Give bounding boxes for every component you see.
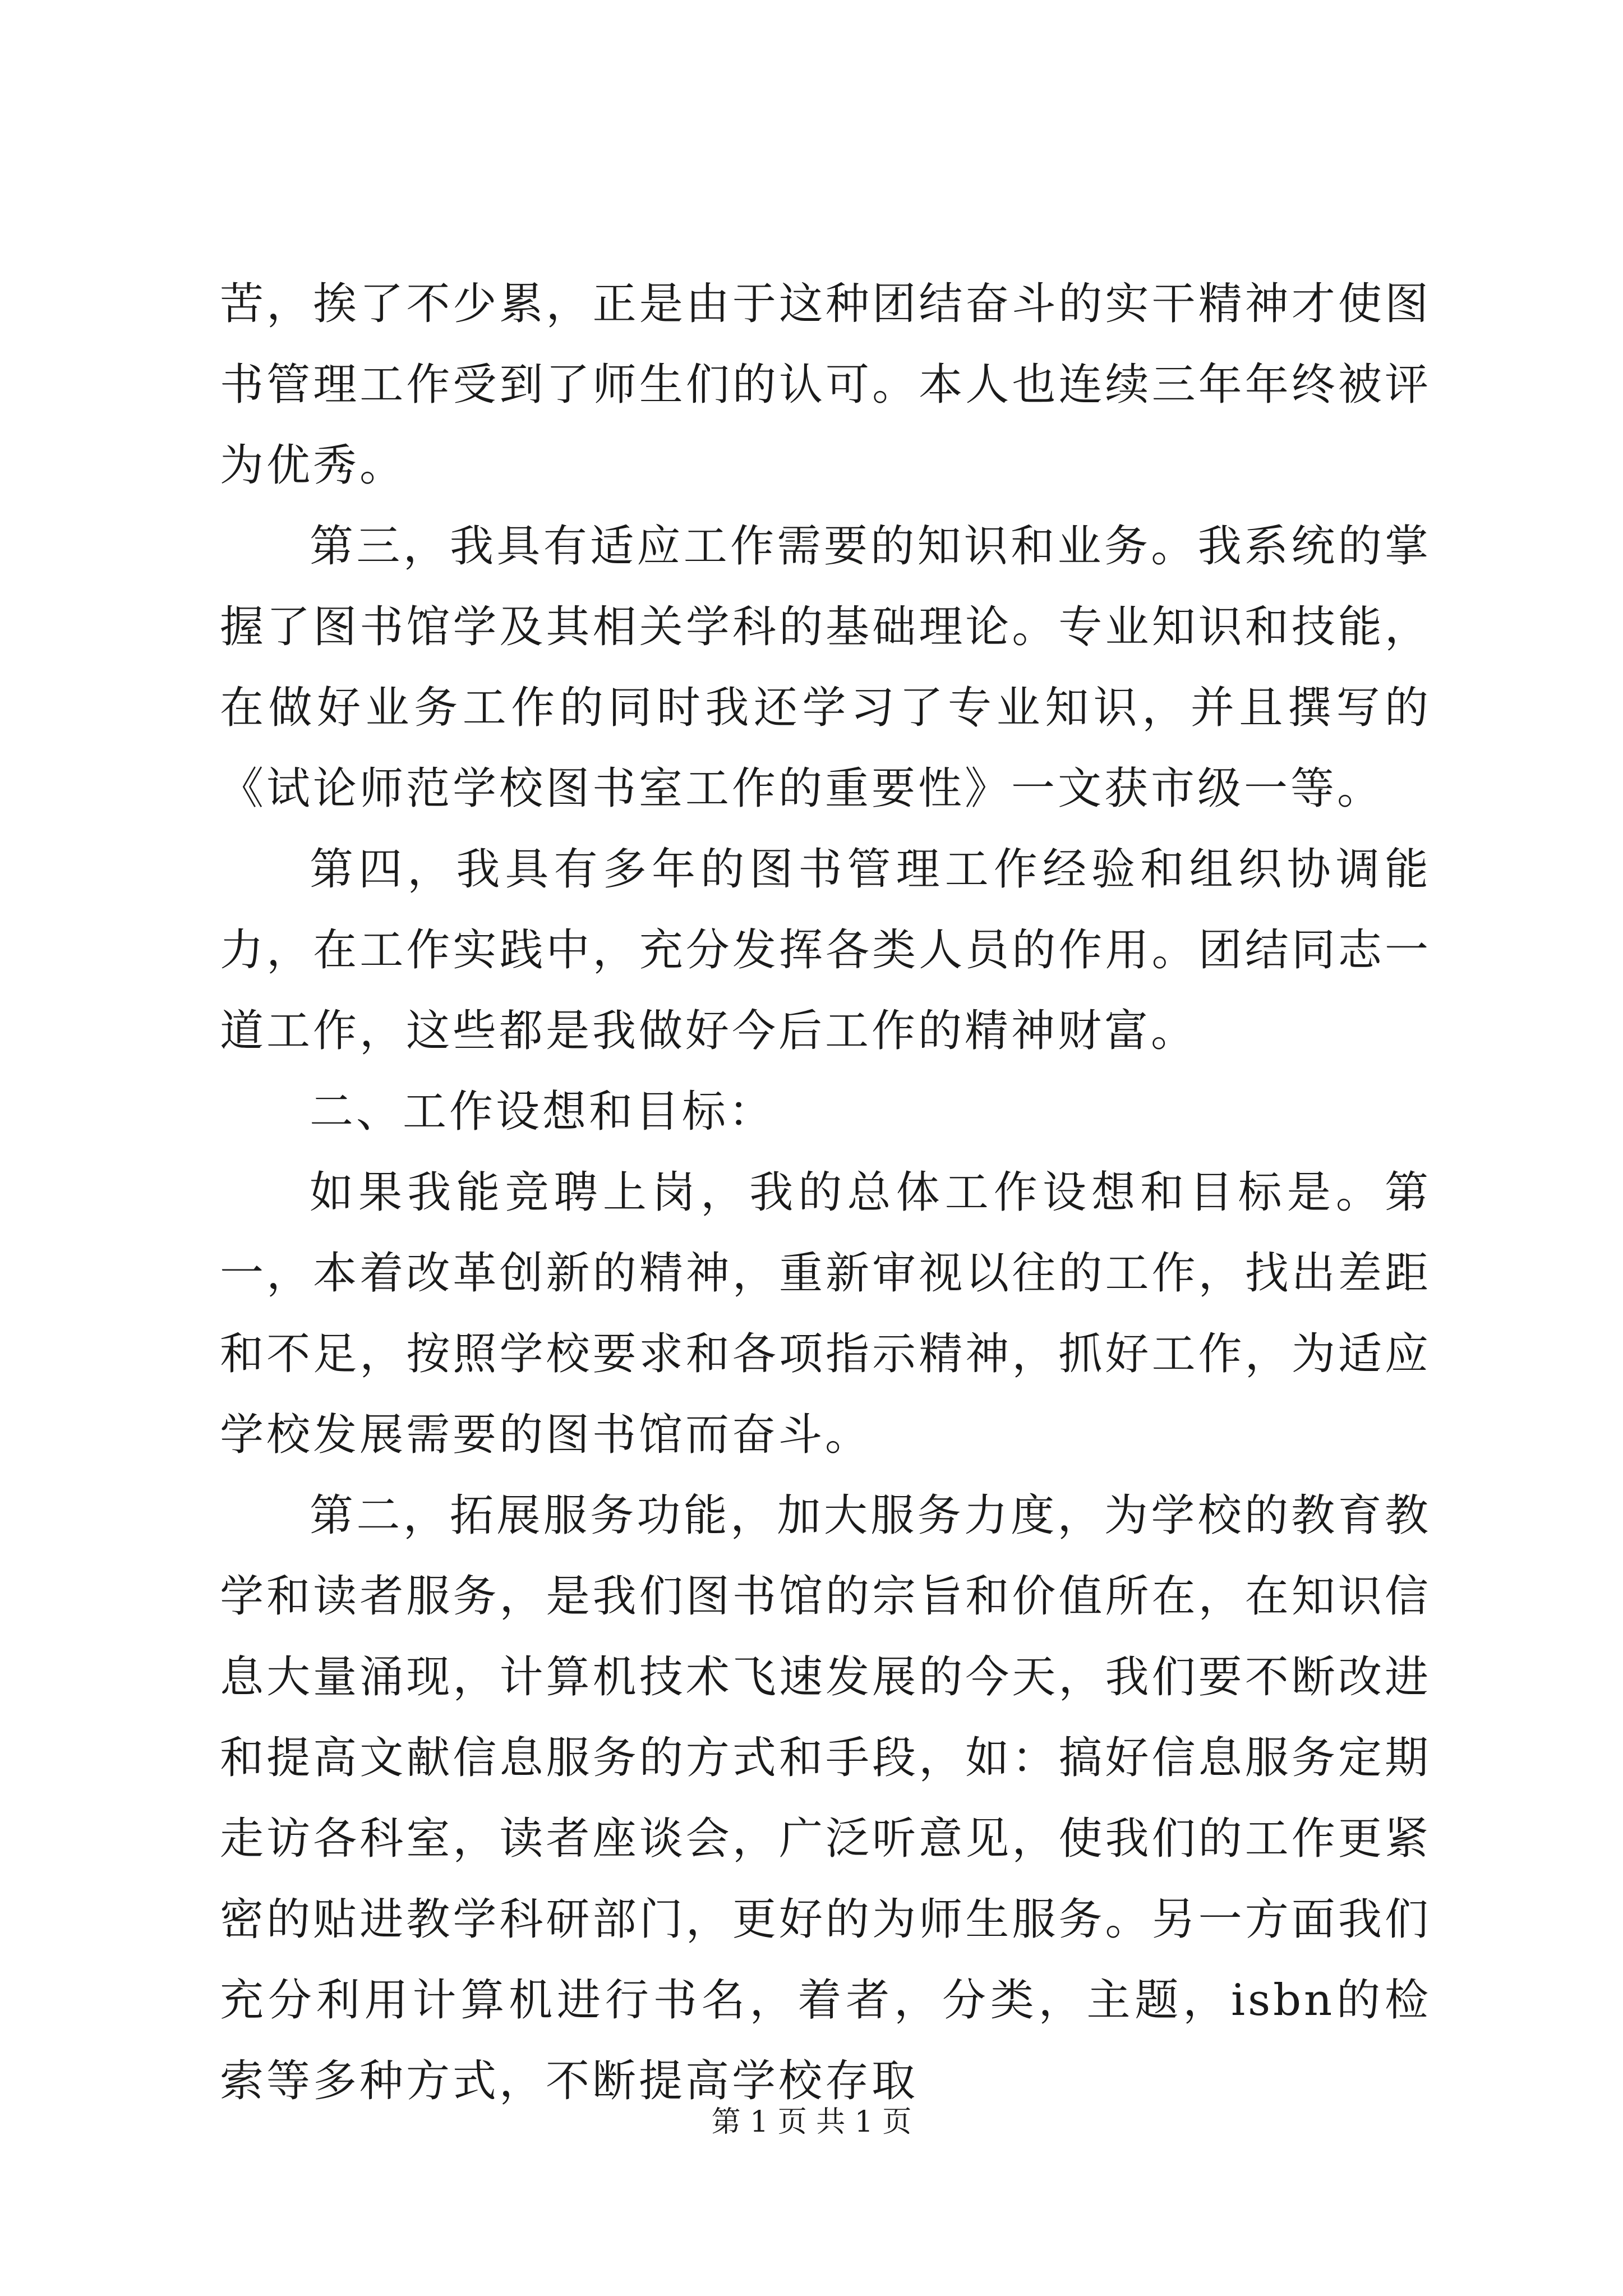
page-footer: 第 1 页 共 1 页 (711, 2105, 912, 2139)
paragraph-3: 第四，我具有多年的图书管理工作经验和组织协调能力，在工作实践中，充分发挥各类人员的作用。团结同志一道工作，这些都是我做好今后工作的精神财富。 (220, 844, 1431, 1056)
paragraph-1: 苦，挨了不少累，正是由于这种团结奋斗的实干精神才使图书管理工作受到了师生们的认可。本人也连续三年年终被评为优秀。 (220, 279, 1431, 491)
paragraph-5: 第二，拓展服务功能，加大服务力度，为学校的教育教学和读者服务，是我们图书馆的宗旨和价值所在，在知识信息大量涌现，计算机技术飞速发展的今天，我们要不断改进和提高文献信息服务的方式和手段，如：搞好信息服务定期走访各科室，读者座谈会，广泛听意见，使我们的工作更紧密的贴进教学科研部门，更好的为师生服务。另一方面我们充分利用计算机进行书名，着者，分类，主题，isbn的检索等多种方式，不断提高学校存取 (220, 1490, 1431, 2106)
paragraph-2: 第三，我具有适应工作需要的知识和业务。我系统的掌握了图书馆学及其相关学科的基础理论。专业知识和技能，在做好业务工作的同时我还学习了专业知识，并且撰写的《试论师范学校图书室工作的重要性》一文获市级一等。 (220, 521, 1431, 814)
section-heading: 二、工作设想和目标： (310, 1087, 776, 1137)
document-body (220, 264, 1431, 2122)
paragraph-4: 如果我能竞聘上岗，我的总体工作设想和目标是。第一，本着改革创新的精神，重新审视以往的工作，找出差距和不足，按照学校要求和各项指示精神，抓好工作，为适应学校发展需要的图书馆而奋斗。 (220, 1167, 1431, 1460)
